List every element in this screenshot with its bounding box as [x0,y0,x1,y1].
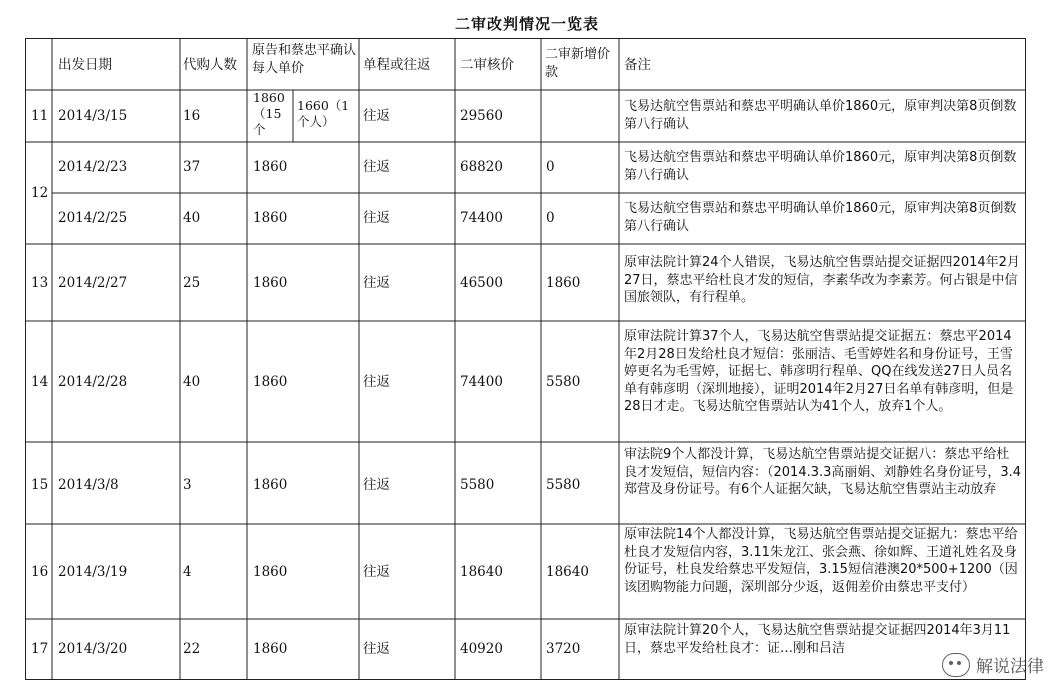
row-price-alt: 1660（1个人） [297,98,350,129]
watermark-text: 解说法律 [976,657,1044,677]
row-added: 0 [546,210,555,226]
row-count: 3 [183,477,192,493]
row-trip: 往返 [363,374,390,390]
row-date: 2014/2/28 [58,374,128,390]
row-audit: 40920 [460,641,503,657]
row-price: 1860 [253,564,288,580]
row-note: 原审法院14个人都没计算，飞易达航空售票站提交证据九：蔡忠平给杜良才发短信内容，3.11朱龙江、张会燕、徐如辉、王道礼姓名及身份证号，杜良发给蔡忠平发短信，3.15短信港澳20*500+1200（因该团购物能力问题，深圳部分少返，返佣差价由蔡忠平支付） [624,527,1018,595]
header-added: 二审新增价款 [545,47,611,80]
table-title: 二审改判情况一览表 [454,15,599,33]
row-count: 22 [183,641,201,657]
row-count: 4 [183,564,192,580]
header-note: 备注 [624,57,651,73]
row-no: 17 [31,641,49,657]
row-price: 1860 [253,210,288,226]
row-price: 1860 [253,641,288,657]
row-audit: 68820 [460,159,503,175]
row-trip: 往返 [363,210,390,226]
row-audit: 5580 [460,477,495,493]
row-added: 18640 [546,564,589,580]
judgment-table [25,38,1026,680]
row-no: 12 [31,185,49,201]
row-date: 2014/3/20 [58,641,128,657]
row-no: 11 [31,108,49,124]
row-date: 2014/2/27 [58,275,128,291]
row-count: 16 [183,108,201,124]
row-audit: 18640 [460,564,503,580]
header-price: 原告和蔡忠平确认每人单价 [252,43,357,76]
row-price: 1860 [253,159,288,175]
header-date: 出发日期 [58,57,112,73]
row-count: 40 [183,374,201,390]
row-no: 16 [31,564,49,580]
row-added: 0 [546,159,555,175]
row-note: 飞易达航空售票站和蔡忠平明确认单价1860元，原审判决第8页倒数第八行确认 [624,150,1017,183]
row-date: 2014/2/23 [58,159,128,175]
watermark [942,652,1044,677]
row-note: 原审法院计算24个人错误，飞易达航空售票站提交证据四2014年2月27日，蔡忠平给杜良才发的短信，李素华改为李素芳。何占银是中信国旅领队，有行程单。 [624,255,1020,305]
row-price: 1860 [253,374,288,390]
row-no: 13 [31,275,49,291]
row-note: 原审法院计算20个人，飞易达航空售票站提交证据四2014年3月11日，蔡忠平发给杜良才：证…刚和吕洁 [624,623,1011,656]
header-trip: 单程或往返 [363,57,431,73]
header-count: 代购人数 [183,57,237,73]
row-date: 2014/3/15 [58,108,128,124]
row-added: 3720 [546,641,581,657]
row-price: 1860 [253,477,288,493]
row-audit: 29560 [460,108,503,124]
row-count: 40 [183,210,201,226]
row-note: 原审法院计算37个人，飞易达航空售票站提交证据五：蔡忠平2014年2月28日发给杜良才短信：张丽洁、毛雪婷姓名和身份证号，王雪婷更名为毛雪婷，证据七、韩彦明行程单、QQ在线发送27日人员名单有韩彦明（深圳地接），证明2014年2月27日名单有韩彦明，但是28日才走。飞易达航空售票站认为41个人，放弃1个人。 [624,329,1014,414]
row-count: 37 [183,159,201,175]
row-trip: 往返 [363,477,390,493]
row-trip: 往返 [363,108,390,124]
row-trip: 往返 [363,641,390,657]
row-audit: 74400 [460,374,503,390]
row-audit: 74400 [460,210,503,226]
row-note: 审法院9个人都没计算，飞易达航空售票站提交证据八：蔡忠平给杜良才发短信，短信内容：（2014.3.3高丽娟、刘静姓名身份证号，3.4郑营及身份证号。有6个人证据欠缺，飞易达航空售票站主动放弃 [624,447,1022,497]
row-added: 1860 [546,275,581,291]
row-added: 5580 [546,477,581,493]
row-price: 1860（15个 [253,90,285,137]
row-price: 1860 [253,275,288,291]
row-trip: 往返 [363,564,390,580]
row-added: 5580 [546,374,581,390]
row-date: 2014/3/8 [58,477,119,493]
row-note: 飞易达航空售票站和蔡忠平明确认单价1860元，原审判决第8页倒数第八行确认 [624,99,1017,132]
row-trip: 往返 [363,159,390,175]
wechat-icon [942,653,970,677]
row-audit: 46500 [460,275,503,291]
row-date: 2014/3/19 [58,564,128,580]
row-no: 15 [31,477,49,493]
row-trip: 往返 [363,275,390,291]
row-count: 25 [183,275,201,291]
row-note: 飞易达航空售票站和蔡忠平明确认单价1860元，原审判决第8页倒数第八行确认 [624,201,1017,234]
row-date: 2014/2/25 [58,210,128,226]
row-no: 14 [31,374,49,390]
header-audit: 二审核价 [460,57,514,73]
